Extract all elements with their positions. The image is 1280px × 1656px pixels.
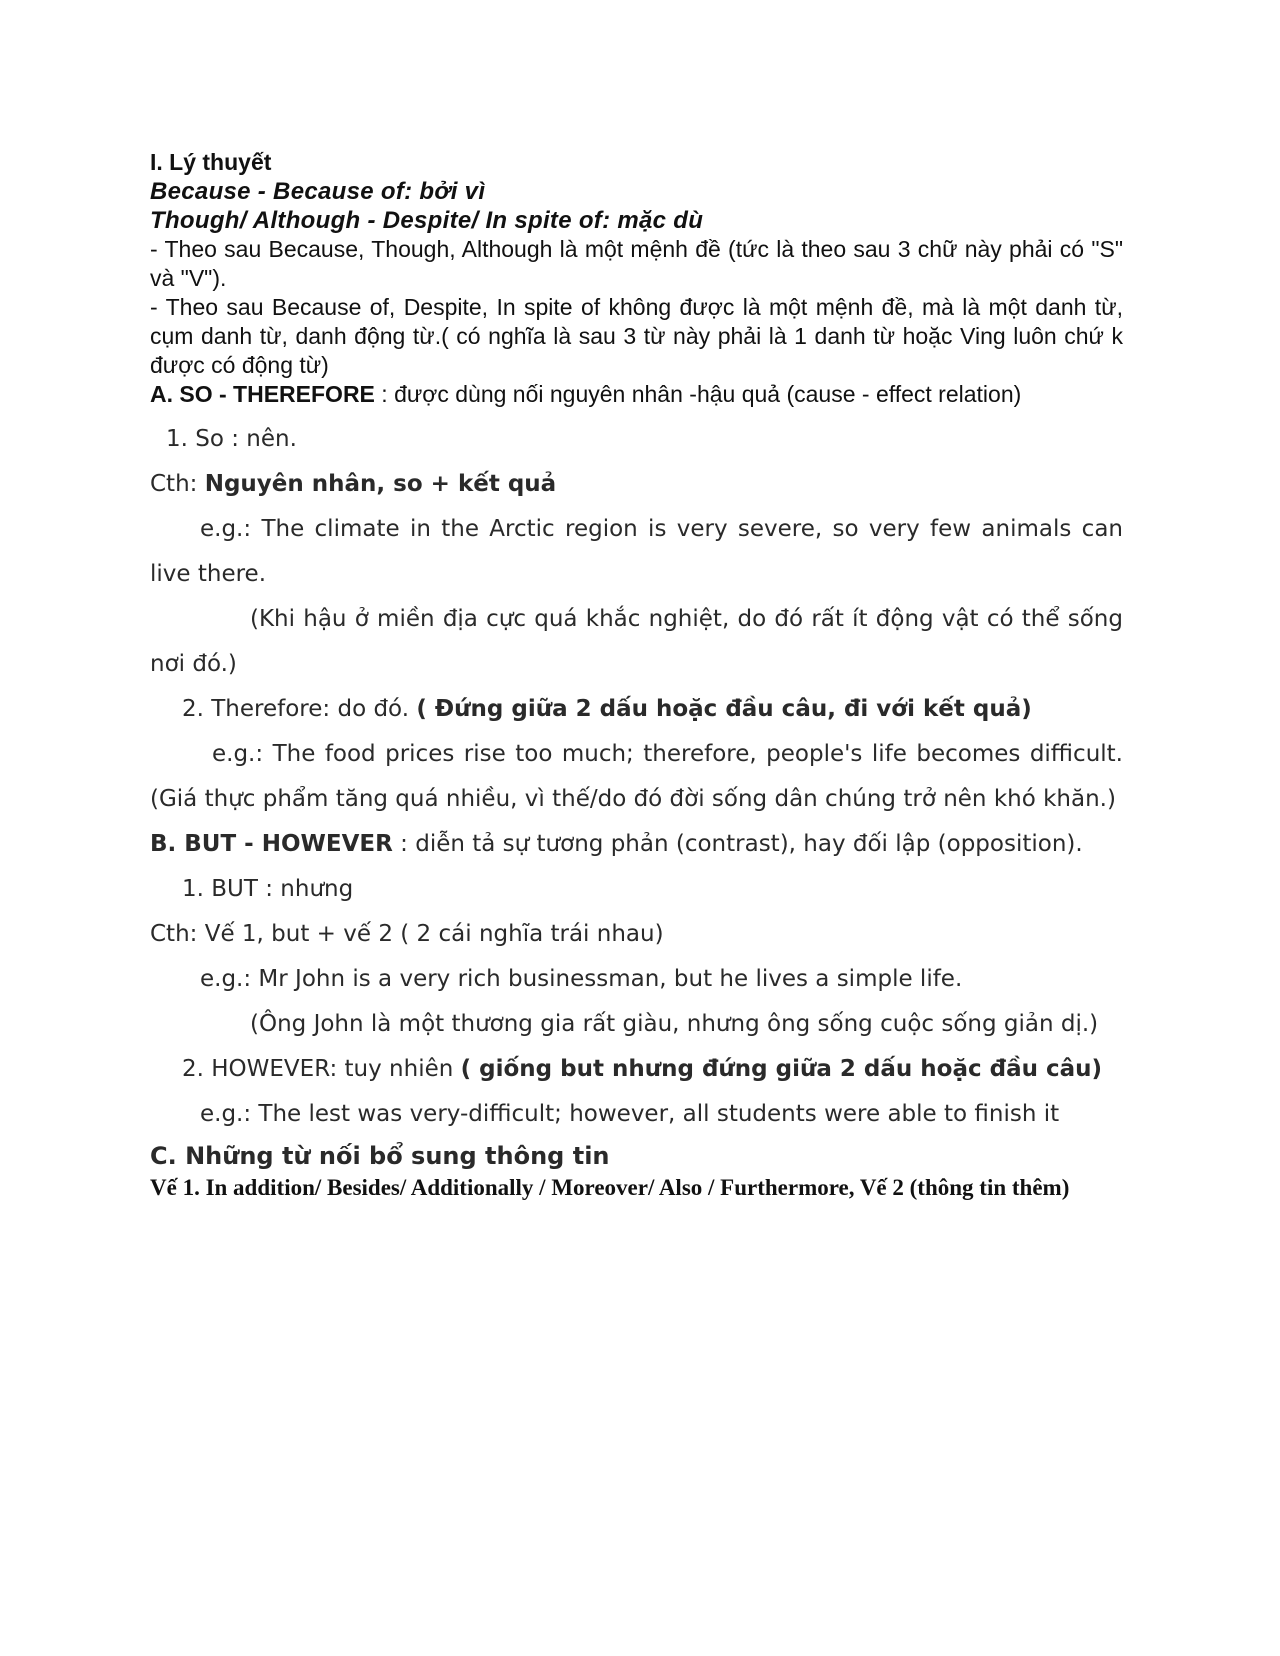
though-line: Though/ Although - Despite/ In spite of: mặc dù (150, 207, 704, 234)
therefore-note: ( Đứng giữa 2 dấu hoặc đầu câu, đi với kết quả) (416, 696, 1032, 722)
theory-heading: I. Lý thuyết (150, 149, 272, 175)
section-a-desc: : được dùng nối nguyên nhân -hậu quả (cause - effect relation) (374, 381, 1022, 407)
theory-paragraph-2: - Theo sau Because of, Despite, In spite of không được là một mệnh đề, mà là một danh từ, cụm danh từ, danh động từ.( có nghĩa là sau 3 từ này phải là 1 danh từ hoặc Ving luôn chứ k được có động từ) (150, 294, 1123, 378)
theory-paragraph-1: - Theo sau Because, Though, Although là một mệnh đề (tức là theo sau 3 chữ này phải có "S" và "V"). (150, 236, 1123, 291)
however-item (150, 1047, 1123, 1092)
so-formula-text: Nguyên nhân, so + kết quả (204, 471, 557, 497)
but-translation: (Ông John là một thương gia rất giàu, nhưng ông sống cuộc sống giản dị.) (250, 1011, 1099, 1037)
because-line: Because - Because of: bởi vì (150, 178, 486, 205)
document-page (150, 148, 1123, 1203)
so-example: e.g.: The climate in the Arctic region is very severe, so very few animals can live there. (150, 516, 1123, 587)
section-b-title: B. BUT - HOWEVER (150, 831, 393, 857)
however-note: ( giống but nhưng đứng giữa 2 dấu hoặc đầu câu) (460, 1056, 1103, 1082)
section-b-heading (150, 822, 1123, 867)
section-c-title: C. Những từ nối bổ sung thông tin (150, 1142, 610, 1170)
so-item: 1. So : nên. (166, 426, 297, 452)
but-formula: Cth: Vế 1, but + vế 2 ( 2 cái nghĩa trái nhau) (150, 921, 664, 947)
therefore-label: 2. Therefore: do đó. (182, 696, 417, 722)
but-example: e.g.: Mr John is a very rich businessman, but he lives a simple life. (200, 966, 963, 992)
however-example: e.g.: The lest was very-difficult; however, all students were able to finish it (200, 1101, 1060, 1127)
so-formula-label: Cth: (150, 471, 205, 497)
section-c-formula: Vế 1. In addition/ Besides/ Additionally / Moreover/ Also / Furthermore, Vế 2 (thông tin thêm) (150, 1175, 1070, 1200)
however-label: 2. HOWEVER: tuy nhiên (182, 1056, 461, 1082)
section-b-desc: : diễn tả sự tương phản (contrast), hay đối lập (opposition). (392, 831, 1083, 857)
but-item: 1. BUT : nhưng (182, 876, 354, 902)
so-formula (150, 462, 1123, 507)
so-translation: (Khi hậu ở miền địa cực quá khắc nghiệt, do đó rất ít động vật có thể sống nơi đó.) (150, 606, 1123, 677)
section-a-heading (150, 380, 1123, 409)
therefore-item (150, 687, 1123, 732)
section-a-title: A. SO - THEREFORE (150, 381, 375, 407)
therefore-example: e.g.: The food prices rise too much; therefore, people's life becomes difficult. (Giá thực phẩm tăng quá nhiều, vì thế/do đó đời sống dân chúng trở nên khó khăn.) (150, 741, 1123, 812)
